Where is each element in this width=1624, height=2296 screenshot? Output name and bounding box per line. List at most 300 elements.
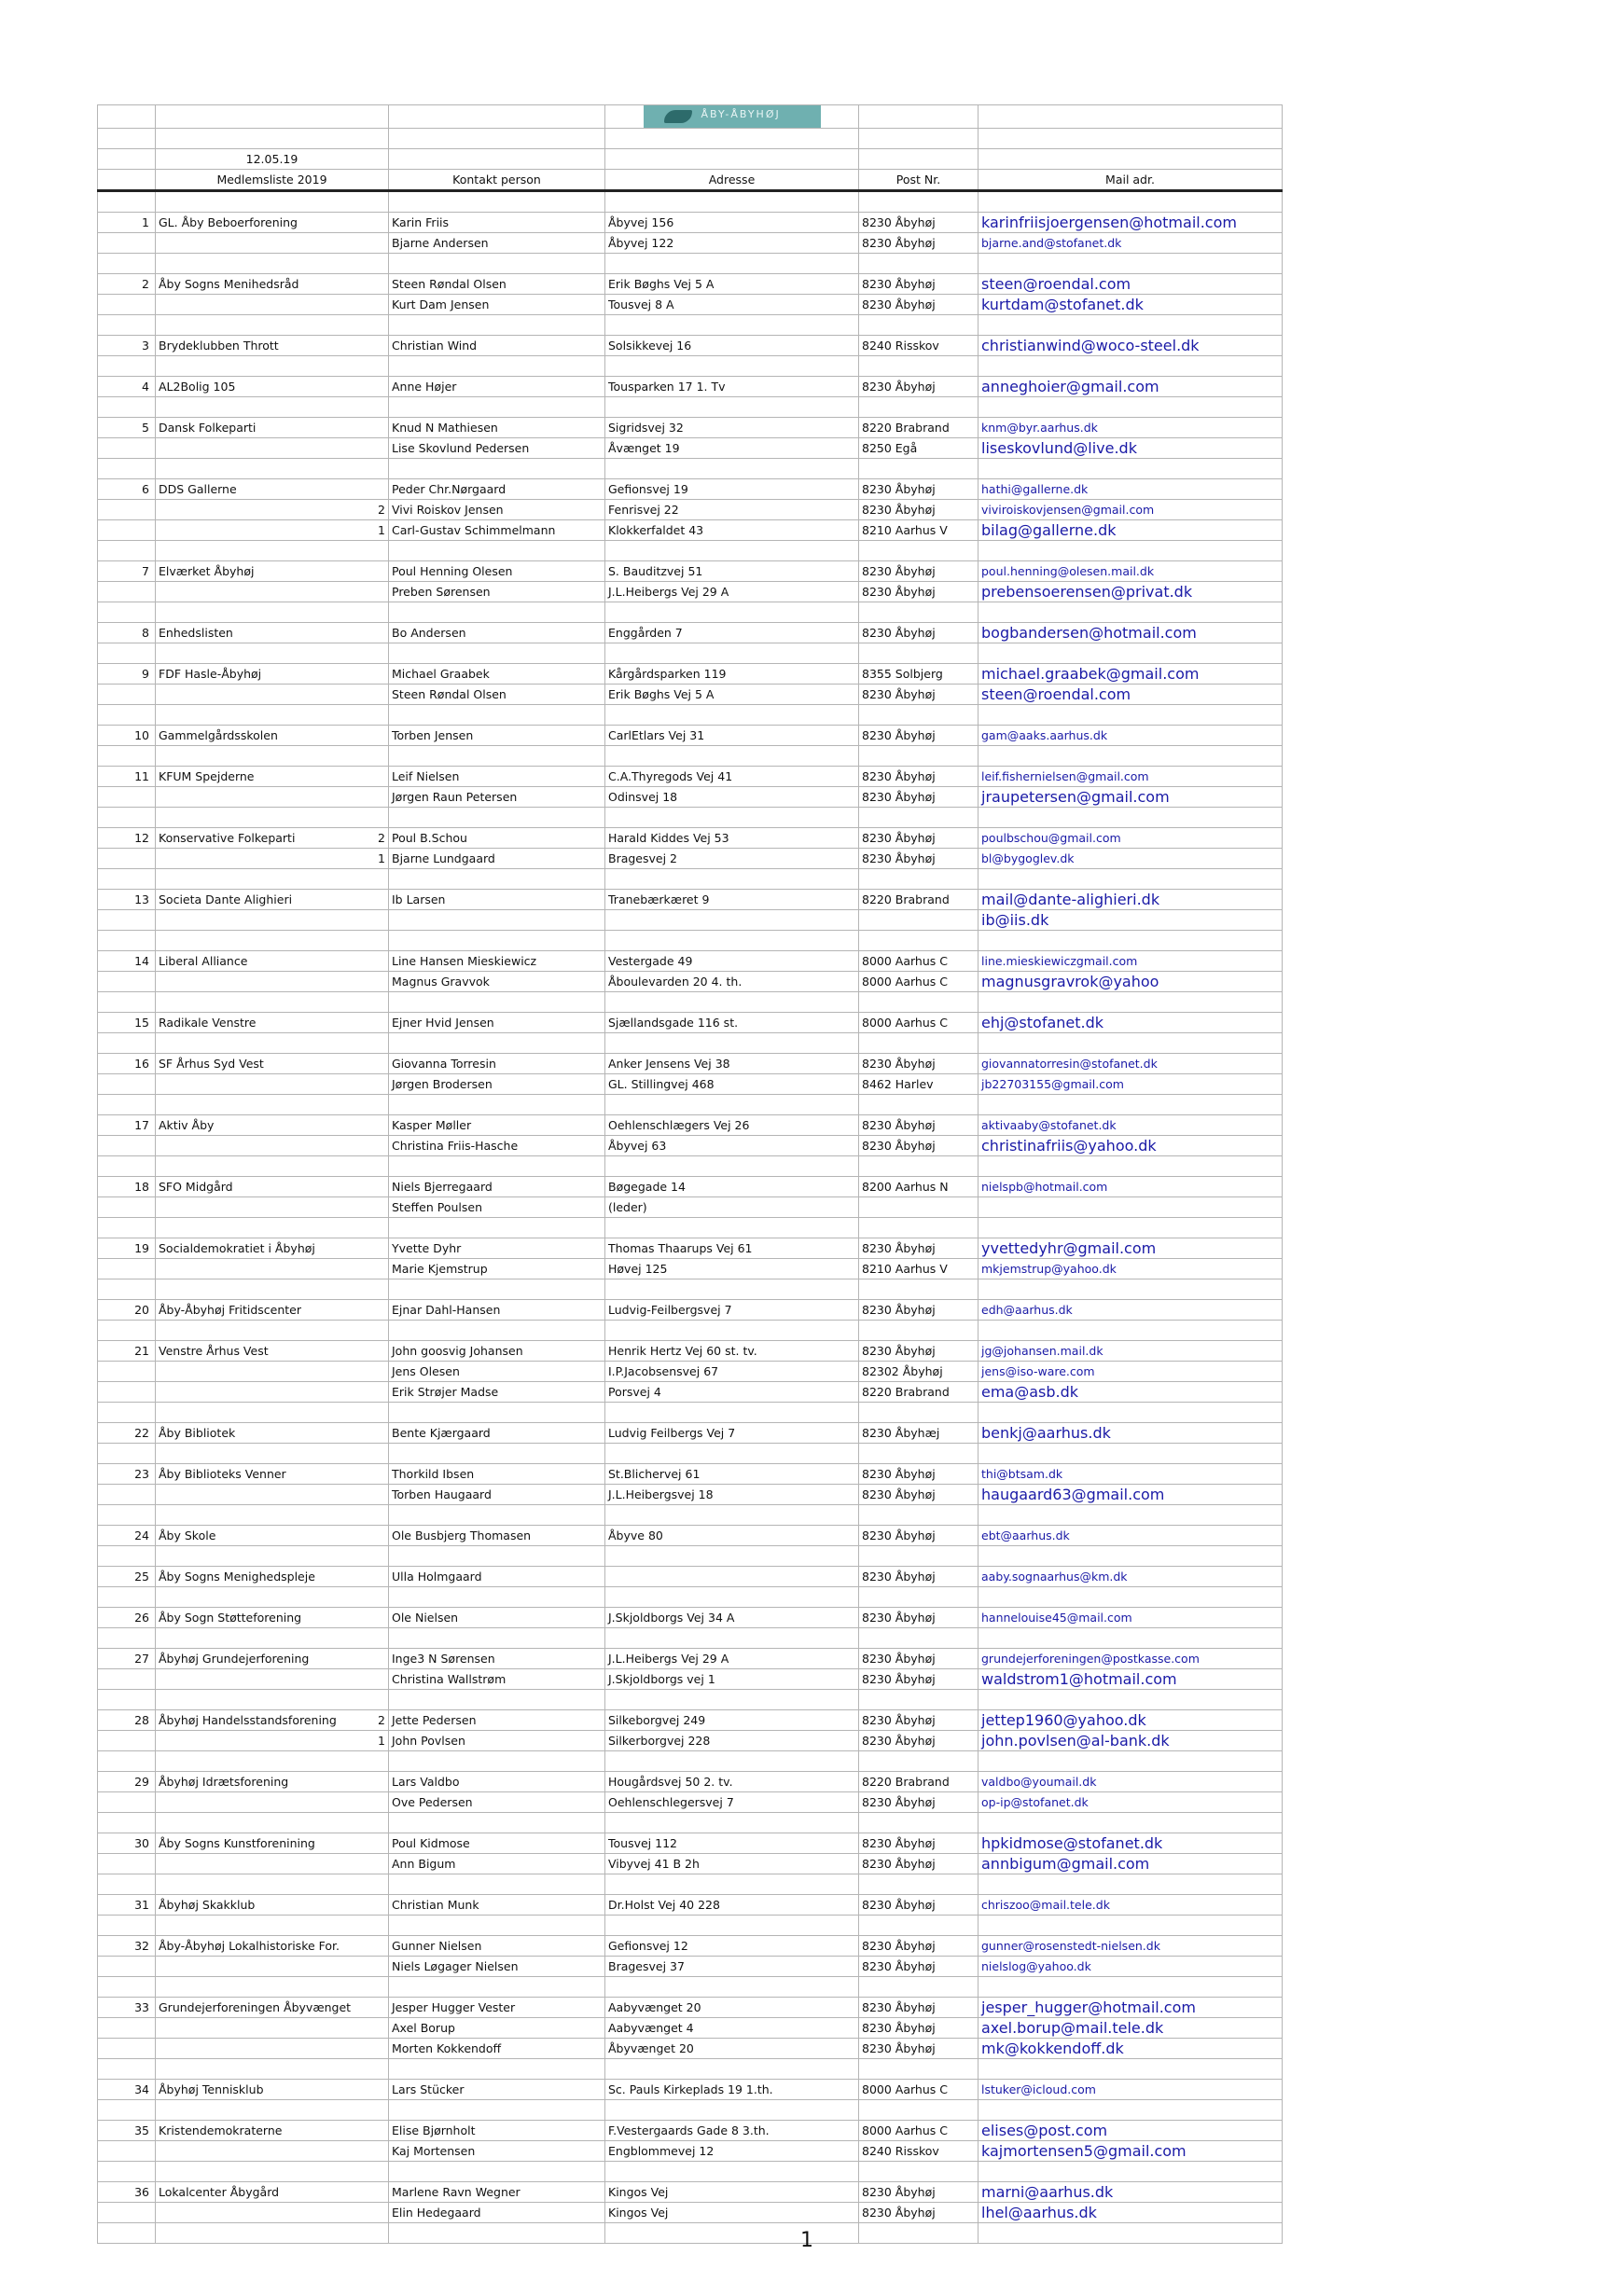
organization-name: Dansk Folkeparti: [159, 421, 257, 435]
address: [605, 910, 859, 931]
organization-cell: [156, 1259, 389, 1279]
mail-address: anneghoier@gmail.com: [979, 377, 1283, 397]
table-row: [98, 1300, 1283, 1321]
entry-number: 17: [98, 1115, 156, 1136]
address: Porsvej 4: [605, 1382, 859, 1403]
organization-name: Gammelgårdsskolen: [159, 728, 278, 742]
contact-name: Bjarne Lundgaard: [389, 849, 605, 869]
spacer-row: [98, 808, 1283, 828]
entry-number: 34: [98, 2080, 156, 2100]
entry-number: 9: [98, 664, 156, 685]
organization-name: GL. Åby Beboerforening: [159, 215, 298, 229]
mail-address: leif.fishernielsen@gmail.com: [979, 767, 1283, 787]
postcode: 8230 Åbyhøj: [859, 685, 979, 705]
organization-cell: [156, 233, 389, 254]
table-row: [98, 418, 1283, 438]
organization-name: Brydeklubben Thrott: [159, 339, 279, 353]
organization-cell: [156, 1485, 389, 1505]
organization-cell: [156, 2121, 389, 2141]
organization-name: Enhedslisten: [159, 626, 233, 640]
organization-cell: [156, 767, 389, 787]
entry-number: [98, 500, 156, 520]
organization-name: Åby Sogn Støtteforening: [159, 1611, 302, 1625]
address: Klokkerfaldet 43: [605, 520, 859, 541]
entry-number: 36: [98, 2182, 156, 2203]
address: Åbyvej 156: [605, 213, 859, 233]
entry-number: 14: [98, 951, 156, 972]
spacer-row: [98, 931, 1283, 951]
postcode: 8230 Åbyhøj: [859, 1710, 979, 1731]
spacer-row: [98, 1874, 1283, 1895]
entry-number: 10: [98, 726, 156, 746]
member-count: 1: [378, 851, 385, 865]
address: Åbyvej 122: [605, 233, 859, 254]
address: St.Blichervej 61: [605, 1464, 859, 1485]
address: Anker Jensens Vej 38: [605, 1054, 859, 1074]
organization-name: Åbyhøj Handelsstandsforening: [159, 1713, 337, 1727]
contact-name: Steen Røndal Olsen: [389, 274, 605, 295]
entry-number: [98, 1197, 156, 1218]
contact-name: Niels Bjerregaard: [389, 1177, 605, 1197]
entry-number: [98, 1792, 156, 1813]
postcode: 8230 Åbyhæj: [859, 1423, 979, 1444]
mail-address: aktivaaby@stofanet.dk: [979, 1115, 1283, 1136]
table-row: [98, 1526, 1283, 1546]
mail-address: aaby.sognaarhus@km.dk: [979, 1567, 1283, 1587]
address: Åbyvej 63: [605, 1136, 859, 1156]
table-row: [98, 1054, 1283, 1074]
mail-address: hannelouise45@mail.com: [979, 1608, 1283, 1628]
contact-name: Torben Jensen: [389, 726, 605, 746]
entry-number: [98, 849, 156, 869]
table-row: [98, 1998, 1283, 2018]
organization-cell: [156, 910, 389, 931]
address: CarlEtlars Vej 31: [605, 726, 859, 746]
organization-cell: [156, 213, 389, 233]
mail-address: edh@aarhus.dk: [979, 1300, 1283, 1321]
table-row: [98, 1177, 1283, 1197]
address: Harald Kiddes Vej 53: [605, 828, 859, 849]
contact-name: Kurt Dam Jensen: [389, 295, 605, 315]
postcode: 8210 Aarhus V: [859, 1259, 979, 1279]
organization-cell: [156, 1772, 389, 1792]
organization-cell: [156, 1669, 389, 1690]
table-row: [98, 951, 1283, 972]
spacer-row: [98, 1279, 1283, 1300]
contact-name: Yvette Dyhr: [389, 1238, 605, 1259]
table-row: [98, 1649, 1283, 1669]
table-row: [98, 2141, 1283, 2162]
postcode: 8220 Brabrand: [859, 418, 979, 438]
contact-name: Knud N Mathiesen: [389, 418, 605, 438]
organization-name: Socialdemokratiet i Åbyhøj: [159, 1241, 315, 1255]
entry-number: [98, 1854, 156, 1874]
organization-cell: [156, 1341, 389, 1362]
entry-number: [98, 787, 156, 808]
mail-address: gunner@rosenstedt-nielsen.dk: [979, 1936, 1283, 1957]
organization-name: Åby Bibliotek: [159, 1426, 236, 1440]
contact-name: Jette Pedersen: [389, 1710, 605, 1731]
address: Henrik Hertz Vej 60 st. tv.: [605, 1341, 859, 1362]
contact-name: Erik Strøjer Madse: [389, 1382, 605, 1403]
address: Tranebærkæret 9: [605, 890, 859, 910]
entry-number: [98, 233, 156, 254]
postcode: 8230 Åbyhøj: [859, 1833, 979, 1854]
address: Sjællandsgade 116 st.: [605, 1013, 859, 1033]
organization-cell: [156, 849, 389, 869]
address: Sigridsvej 32: [605, 418, 859, 438]
spacer-row: [98, 1628, 1283, 1649]
contact-name: Lise Skovlund Pedersen: [389, 438, 605, 459]
header-row: [98, 170, 1283, 191]
postcode: 8230 Åbyhøj: [859, 1115, 979, 1136]
contact-name: Bo Andersen: [389, 623, 605, 643]
entry-number: [98, 2141, 156, 2162]
organization-cell: [156, 1013, 389, 1033]
mail-address: gam@aaks.aarhus.dk: [979, 726, 1283, 746]
member-count: 2: [378, 1713, 385, 1727]
mail-address: ebt@aarhus.dk: [979, 1526, 1283, 1546]
contact-name: Ole Nielsen: [389, 1608, 605, 1628]
spacer-row: [98, 541, 1283, 561]
organization-name: Societa Dante Alighieri: [159, 892, 293, 906]
table-row: [98, 1362, 1283, 1382]
postcode: 8230 Åbyhøj: [859, 500, 979, 520]
mail-address: axel.borup@mail.tele.dk: [979, 2018, 1283, 2039]
entry-number: [98, 1074, 156, 1095]
entry-number: 12: [98, 828, 156, 849]
mail-address: viviroiskovjensen@gmail.com: [979, 500, 1283, 520]
organization-cell: [156, 1382, 389, 1403]
contact-name: Morten Kokkendoff: [389, 2039, 605, 2059]
spacer-row: [98, 1321, 1283, 1341]
address: Åbyve 80: [605, 1526, 859, 1546]
contact-name: Marie Kjemstrup: [389, 1259, 605, 1279]
entry-number: 31: [98, 1895, 156, 1916]
organization-name: Åby Sogns Kunstforenining: [159, 1836, 315, 1850]
table-row: [98, 438, 1283, 459]
entry-number: 4: [98, 377, 156, 397]
address: Tousparken 17 1. Tv: [605, 377, 859, 397]
table-row: [98, 295, 1283, 315]
address: Oehlenschlegersvej 7: [605, 1792, 859, 1813]
organization-name: Elværket Åbyhøj: [159, 564, 255, 578]
mail-address: bl@bygoglev.dk: [979, 849, 1283, 869]
table-row: [98, 1136, 1283, 1156]
address: [605, 1567, 859, 1587]
address: Silkerborgvej 228: [605, 1731, 859, 1751]
address: Åbyvænget 20: [605, 2039, 859, 2059]
organization-cell: [156, 685, 389, 705]
entry-number: 28: [98, 1710, 156, 1731]
entry-number: [98, 685, 156, 705]
contact-name: Bente Kjærgaard: [389, 1423, 605, 1444]
mail-address: elises@post.com: [979, 2121, 1283, 2141]
contact-name: Gunner Nielsen: [389, 1936, 605, 1957]
mail-address: waldstrom1@hotmail.com: [979, 1669, 1283, 1690]
organization-cell: [156, 951, 389, 972]
postcode: 8230 Åbyhøj: [859, 1669, 979, 1690]
organization-cell: [156, 274, 389, 295]
page-number: 1: [800, 2229, 813, 2252]
address: J.L.Heibergs Vej 29 A: [605, 582, 859, 602]
mail-address: jb22703155@gmail.com: [979, 1074, 1283, 1095]
spacer-row: [98, 992, 1283, 1013]
mail-address: line.mieskiewiczgmail.com: [979, 951, 1283, 972]
postcode: 8240 Risskov: [859, 2141, 979, 2162]
col-header-organization: Medlemsliste 2019: [156, 170, 389, 191]
mail-address: jg@johansen.mail.dk: [979, 1341, 1283, 1362]
postcode: 8230 Åbyhøj: [859, 1854, 979, 1874]
address: Ludvig Feilbergs Vej 7: [605, 1423, 859, 1444]
entry-number: 22: [98, 1423, 156, 1444]
postcode: 8230 Åbyhøj: [859, 849, 979, 869]
address: Åboulevarden 20 4. th.: [605, 972, 859, 992]
address: Aabyvænget 4: [605, 2018, 859, 2039]
postcode: 8230 Åbyhøj: [859, 1649, 979, 1669]
contact-name: Christina Wallstrøm: [389, 1669, 605, 1690]
table-row: [98, 1895, 1283, 1916]
table-row: [98, 787, 1283, 808]
organization-cell: [156, 787, 389, 808]
address: Oehlenschlægers Vej 26: [605, 1115, 859, 1136]
contact-name: Inge3 N Sørensen: [389, 1649, 605, 1669]
address: Åvænget 19: [605, 438, 859, 459]
postcode: 8230 Åbyhøj: [859, 1895, 979, 1916]
contact-name: Magnus Gravvok: [389, 972, 605, 992]
organization-name: Liberal Alliance: [159, 954, 248, 968]
table-row: [98, 1197, 1283, 1218]
postcode: 8230 Åbyhøj: [859, 1731, 979, 1751]
table-row: [98, 1464, 1283, 1485]
address: J.Skjoldborgs Vej 34 A: [605, 1608, 859, 1628]
address: Tousvej 8 A: [605, 295, 859, 315]
mail-address: thi@btsam.dk: [979, 1464, 1283, 1485]
table-row: [98, 377, 1283, 397]
postcode: 8230 Åbyhøj: [859, 1054, 979, 1074]
table-row: [98, 2080, 1283, 2100]
contact-name: Preben Sørensen: [389, 582, 605, 602]
address: S. Bauditzvej 51: [605, 561, 859, 582]
table-row: [98, 685, 1283, 705]
postcode: 8230 Åbyhøj: [859, 377, 979, 397]
postcode: 8230 Åbyhøj: [859, 1238, 979, 1259]
mail-address: bjarne.and@stofanet.dk: [979, 233, 1283, 254]
entry-number: [98, 1731, 156, 1751]
mail-address: magnusgravrok@yahoo: [979, 972, 1283, 992]
address: Kingos Vej: [605, 2203, 859, 2223]
entry-number: 6: [98, 479, 156, 500]
entry-number: [98, 2039, 156, 2059]
entry-number: [98, 910, 156, 931]
organization-cell: [156, 1731, 389, 1751]
spacer-row: [98, 459, 1283, 479]
organization-cell: [156, 438, 389, 459]
table-row: [98, 582, 1283, 602]
organization-cell: [156, 561, 389, 582]
spacer-row: [98, 1546, 1283, 1567]
spacer-row: [98, 191, 1283, 213]
table-row: [98, 1341, 1283, 1362]
table-row: [98, 849, 1283, 869]
organization-cell: [156, 1177, 389, 1197]
address: Høvej 125: [605, 1259, 859, 1279]
postcode: 8230 Åbyhøj: [859, 2182, 979, 2203]
spacer-row: [98, 397, 1283, 418]
mail-address: jettep1960@yahoo.dk: [979, 1710, 1283, 1731]
table-row: [98, 2018, 1283, 2039]
postcode: 8250 Egå: [859, 438, 979, 459]
organization-name: KFUM Spejderne: [159, 769, 255, 783]
postcode: 8230 Åbyhøj: [859, 726, 979, 746]
mail-address: nielspb@hotmail.com: [979, 1177, 1283, 1197]
mail-address: marni@aarhus.dk: [979, 2182, 1283, 2203]
spacer-row: [98, 315, 1283, 336]
address: Enggården 7: [605, 623, 859, 643]
contact-name: Leif Nielsen: [389, 767, 605, 787]
mail-address: giovannatorresin@stofanet.dk: [979, 1054, 1283, 1074]
contact-name: Torben Haugaard: [389, 1485, 605, 1505]
entry-number: 11: [98, 767, 156, 787]
table-row: [98, 1423, 1283, 1444]
table-row: [98, 2121, 1283, 2141]
entry-number: [98, 1362, 156, 1382]
postcode: 8230 Åbyhøj: [859, 1136, 979, 1156]
table-row: [98, 233, 1283, 254]
contact-name: Elise Bjørnholt: [389, 2121, 605, 2141]
entry-number: 21: [98, 1341, 156, 1362]
contact-name: Ejnar Dahl-Hansen: [389, 1300, 605, 1321]
organization-cell: [156, 520, 389, 541]
spacer-row: [98, 1916, 1283, 1936]
organization-cell: [156, 1464, 389, 1485]
contact-name: Steffen Poulsen: [389, 1197, 605, 1218]
organization-name: Åbyhøj Idrætsforening: [159, 1775, 289, 1789]
address: Dr.Holst Vej 40 228: [605, 1895, 859, 1916]
table-row: [98, 623, 1283, 643]
mail-address: op-ip@stofanet.dk: [979, 1792, 1283, 1813]
postcode: 8210 Aarhus V: [859, 520, 979, 541]
organization-cell: [156, 1710, 389, 1731]
organization-cell: [156, 1300, 389, 1321]
organization-name: Radikale Venstre: [159, 1016, 257, 1030]
organization-cell: [156, 295, 389, 315]
mail-address: mail@dante-alighieri.dk: [979, 890, 1283, 910]
organization-cell: [156, 1567, 389, 1587]
contact-name: Ulla Holmgaard: [389, 1567, 605, 1587]
organization-cell: [156, 1792, 389, 1813]
spacer-row: [98, 356, 1283, 377]
blank-row: [98, 129, 1283, 149]
organization-name: Lokalcenter Åbygård: [159, 2185, 280, 2199]
organization-name: Åby-Åbyhøj Lokalhistoriske For.: [159, 1939, 340, 1953]
spacer-row: [98, 1977, 1283, 1998]
organization-name: Åbyhøj Skakklub: [159, 1898, 256, 1912]
contact-name: Jens Olesen: [389, 1362, 605, 1382]
postcode: 8230 Åbyhøj: [859, 1464, 979, 1485]
organization-cell: [156, 828, 389, 849]
spacer-row: [98, 2100, 1283, 2121]
organization-cell: [156, 2039, 389, 2059]
entry-number: 27: [98, 1649, 156, 1669]
spacer-row: [98, 1813, 1283, 1833]
address: Kårgårdsparken 119: [605, 664, 859, 685]
mail-address: hpkidmose@stofanet.dk: [979, 1833, 1283, 1854]
contact-name: Axel Borup: [389, 2018, 605, 2039]
address: Kingos Vej: [605, 2182, 859, 2203]
table-row: [98, 1772, 1283, 1792]
organization-cell: [156, 582, 389, 602]
mail-address: knm@byr.aarhus.dk: [979, 418, 1283, 438]
organization-name: DDS Gallerne: [159, 482, 237, 496]
address: C.A.Thyregods Vej 41: [605, 767, 859, 787]
spacer-row: [98, 1403, 1283, 1423]
address: Thomas Thaarups Vej 61: [605, 1238, 859, 1259]
spacer-row: [98, 2059, 1283, 2080]
table-row: [98, 1115, 1283, 1136]
table-row: [98, 500, 1283, 520]
contact-name: Ejner Hvid Jensen: [389, 1013, 605, 1033]
address: Silkeborgvej 249: [605, 1710, 859, 1731]
mail-address: christinafriis@yahoo.dk: [979, 1136, 1283, 1156]
address: Odinsvej 18: [605, 787, 859, 808]
contact-name: Christian Munk: [389, 1895, 605, 1916]
organization-cell: [156, 1197, 389, 1218]
postcode: 8230 Åbyhøj: [859, 1998, 979, 2018]
postcode: 8230 Åbyhøj: [859, 828, 979, 849]
postcode: 8220 Brabrand: [859, 890, 979, 910]
contact-name: Poul B.Schou: [389, 828, 605, 849]
contact-name: John Povlsen: [389, 1731, 605, 1751]
spacer-row: [98, 254, 1283, 274]
contact-name: Poul Kidmose: [389, 1833, 605, 1854]
organization-name: Konservative Folkeparti: [159, 831, 296, 845]
postcode: 8000 Aarhus C: [859, 2121, 979, 2141]
table-row: [98, 767, 1283, 787]
address: J.Skjoldborgs vej 1: [605, 1669, 859, 1690]
mail-address: john.povlsen@al-bank.dk: [979, 1731, 1283, 1751]
spacer-row: [98, 1587, 1283, 1608]
organization-cell: [156, 1998, 389, 2018]
table-row: [98, 1567, 1283, 1587]
entry-number: 2: [98, 274, 156, 295]
contact-name: Jørgen Brodersen: [389, 1074, 605, 1095]
table-row: [98, 1957, 1283, 1977]
address: Ludvig-Feilbergsvej 7: [605, 1300, 859, 1321]
postcode: 8230 Åbyhøj: [859, 213, 979, 233]
sheet-body: [98, 105, 1283, 2244]
address: Tousvej 112: [605, 1833, 859, 1854]
member-count: 1: [378, 523, 385, 537]
entry-number: 35: [98, 2121, 156, 2141]
entry-number: 19: [98, 1238, 156, 1259]
entry-number: [98, 1259, 156, 1279]
organization-cell: [156, 2203, 389, 2223]
mail-address: kajmortensen5@gmail.com: [979, 2141, 1283, 2162]
contact-name: Lars Stücker: [389, 2080, 605, 2100]
table-row: [98, 890, 1283, 910]
organization-cell: [156, 1895, 389, 1916]
table-row: [98, 1485, 1283, 1505]
postcode: 8230 Åbyhøj: [859, 1526, 979, 1546]
contact-name: Anne Højer: [389, 377, 605, 397]
mail-address: hathi@gallerne.dk: [979, 479, 1283, 500]
table-row: [98, 213, 1283, 233]
organization-cell: [156, 1608, 389, 1628]
organization-name: Åby Biblioteks Venner: [159, 1467, 286, 1481]
table-row: [98, 2203, 1283, 2223]
entry-number: 23: [98, 1464, 156, 1485]
